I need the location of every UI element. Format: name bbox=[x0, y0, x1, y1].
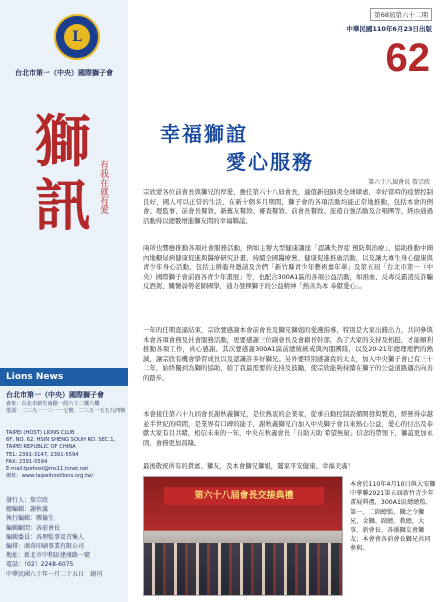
email-link[interactable]: E-mail:tpehost@ms11.hinet.net bbox=[6, 466, 89, 473]
publish-date: 中華民國110年6月23日出版 bbox=[346, 25, 432, 33]
staff-line: 總編輯：謝秋義 bbox=[6, 506, 49, 514]
photo-group bbox=[144, 543, 343, 595]
address-en-block bbox=[6, 430, 126, 480]
page-number: 62 bbox=[385, 36, 430, 80]
paragraph: 宗欣蒙各位前會長與獅兄的厚愛，擔任第六十八屆會長，適值新冠肺炎全球肆虐，幸好當時的疫情控制良好，國人可以正常的生活，在新十個多月期間，獅子會的各項活動均能正常地推動，包括本會的例會、理監事、前會長餐敘、新舊友餐敘、審查餐敘、前會長餐敘、旅遊自強活動及合唱團等，經由通過活動得以總數增進獅友間的幸福聯誼。 bbox=[143, 188, 433, 225]
newsletter-title: 獅訊 bbox=[35, 109, 91, 239]
event-photo bbox=[143, 476, 343, 596]
sidebar bbox=[0, 0, 128, 602]
staff-line: 編輯委員：各理監事及召集人 bbox=[6, 533, 85, 541]
address-en-line: FAX: 2391-5594 bbox=[6, 458, 48, 465]
lions-emblem-icon: L bbox=[64, 24, 90, 50]
staff-line: 電話：（02）2248-6075 bbox=[6, 561, 74, 569]
staff-list bbox=[6, 496, 128, 579]
staff-line: 執行編輯：鄭倫生 bbox=[6, 515, 55, 523]
paragraph-closing: 最後敬祝所有的貴賓、獅友，及本會獅兄獅姐，闔家平安健康、幸福美滿！ bbox=[143, 462, 354, 470]
staff-line: 中華民國八十年一月二十五日 創刊 bbox=[6, 570, 103, 578]
staff-line: 編排：鴻奇印刷事業有限公司 bbox=[6, 543, 85, 551]
club-name: 台北市第一（中央）國際獅子會 bbox=[15, 69, 113, 77]
headline-line-2: 愛心服務 bbox=[226, 150, 314, 174]
paragraph: 一年的任期直逼結束，宗欣要感謝本會前會長及獅兄獅姐的愛護指導，特別是大家出錢出力，共同參與本會各項會務及社會服務活動，更要感謝三位副會長及會籍長幹部，為了大家的支持及相挺，才能順利推動各項工作，真心感謝。其次要感謝300A1區前總統統戒與內閣團隊，以及20-21年總理理們的熱誠，讓宗欣有機會學習成長以及認識許多好獅兄。另外要特別感謝我的太太，加入中央獅子會已有三十二年，始終獨到為獅的協助，給了我最需要的支持及鼓勵，使宗欣能夠持續在獅子的公益道路邁出向善的踏步。 bbox=[143, 326, 433, 382]
address-cn-block bbox=[6, 392, 126, 416]
issue-number: 第68屆第六十二期 bbox=[370, 8, 432, 21]
address-en-line: TAIPEI REPUBLIC OF CHINA bbox=[6, 444, 76, 451]
website-link[interactable]: 網址：www.taipeihostlions.org.tw/ bbox=[6, 473, 94, 480]
lions-news-band: Lions News bbox=[0, 368, 128, 386]
staff-line: 編輯顧問：各前會長 bbox=[6, 524, 61, 532]
address-cn-title: 台北市第一（中央）國際獅子會 bbox=[6, 391, 104, 399]
photo-caption: 本會於110年4月10日與大安獅中華聯2021第五屆新竹青少年畫展典禮，300A1區總總監、第一、二副總監、獅之令獅兄、金獅、副總、教總、大事、新會長、各團獅友會獅友；本會會各前會長獅兄共同參與。 bbox=[350, 481, 436, 553]
issue-header bbox=[302, 8, 432, 33]
paragraph: 兩所也響應推動各項社會服務活動，例如主辦大型健康講座「認識失智症 預防與治療」、協助推動中國內地糖尿病健康促進與醫療研究計畫、持續全國醫療營、健康促進推廣活動，以及讓大專生身心健康與青少年身心活動，包括主辦龍舟邀請及舍們「新竹縣青少年藝術嘉年華」及第五屆「台北市第一（中央）國際獅子會前面各青少年畫展」等，也配合300A1區的各項公益活動，如捐血、反毒反霸凌反詐騙反酒駕、關懷弱勢老師國學，通力發揮獅子的公益精神「熱善為本 奉獻愛心」。 bbox=[143, 244, 433, 291]
staff-line: 地址：新北市中和區建康路一號 bbox=[6, 552, 91, 560]
address-cn-line: 會址：台北市新生南路一段六十二號六樓 bbox=[6, 401, 100, 408]
motto: 有我在就有愛 bbox=[98, 160, 108, 214]
address-en-line: 6F, NO. 62, HSIN SHENG SOUH RD. SEC.1, bbox=[6, 437, 116, 444]
staff-line: 發行人：詹宗欣 bbox=[6, 497, 49, 504]
article-author: 第六十八屆會長 詹宗欣 bbox=[368, 179, 430, 186]
headline-line-1: 幸福獅誼 bbox=[160, 122, 248, 146]
address-cn-line: 電話：二三九一一三一一七號．二三五一五五九四號 bbox=[6, 408, 126, 415]
photo-banner: 第六十八屆會長交接典禮 bbox=[164, 487, 324, 505]
address-en-line: TAIPEI (HOST) LIONS CLUB bbox=[6, 430, 75, 436]
lions-logo bbox=[54, 14, 100, 60]
address-en-line: TEL: 2391-3147, 2391-5594 bbox=[6, 451, 79, 458]
paragraph: 本會接任第六十九屆會長謝秋義獅兄，是位熱衷的企業家，從事自動控制設備開發與製造，經營得卓越並半世紀的時間，是業界有口碑的能手，謝秋義獅兄自加入中央獅子會以來熱心公益，愛心的付出及奉獻大家有目共睹，相信未來的一年，中央在秋義會長「自助天助 希望無窮」信念的帶領下，獅誼更加永固，會務更加昌隆。 bbox=[143, 410, 433, 447]
